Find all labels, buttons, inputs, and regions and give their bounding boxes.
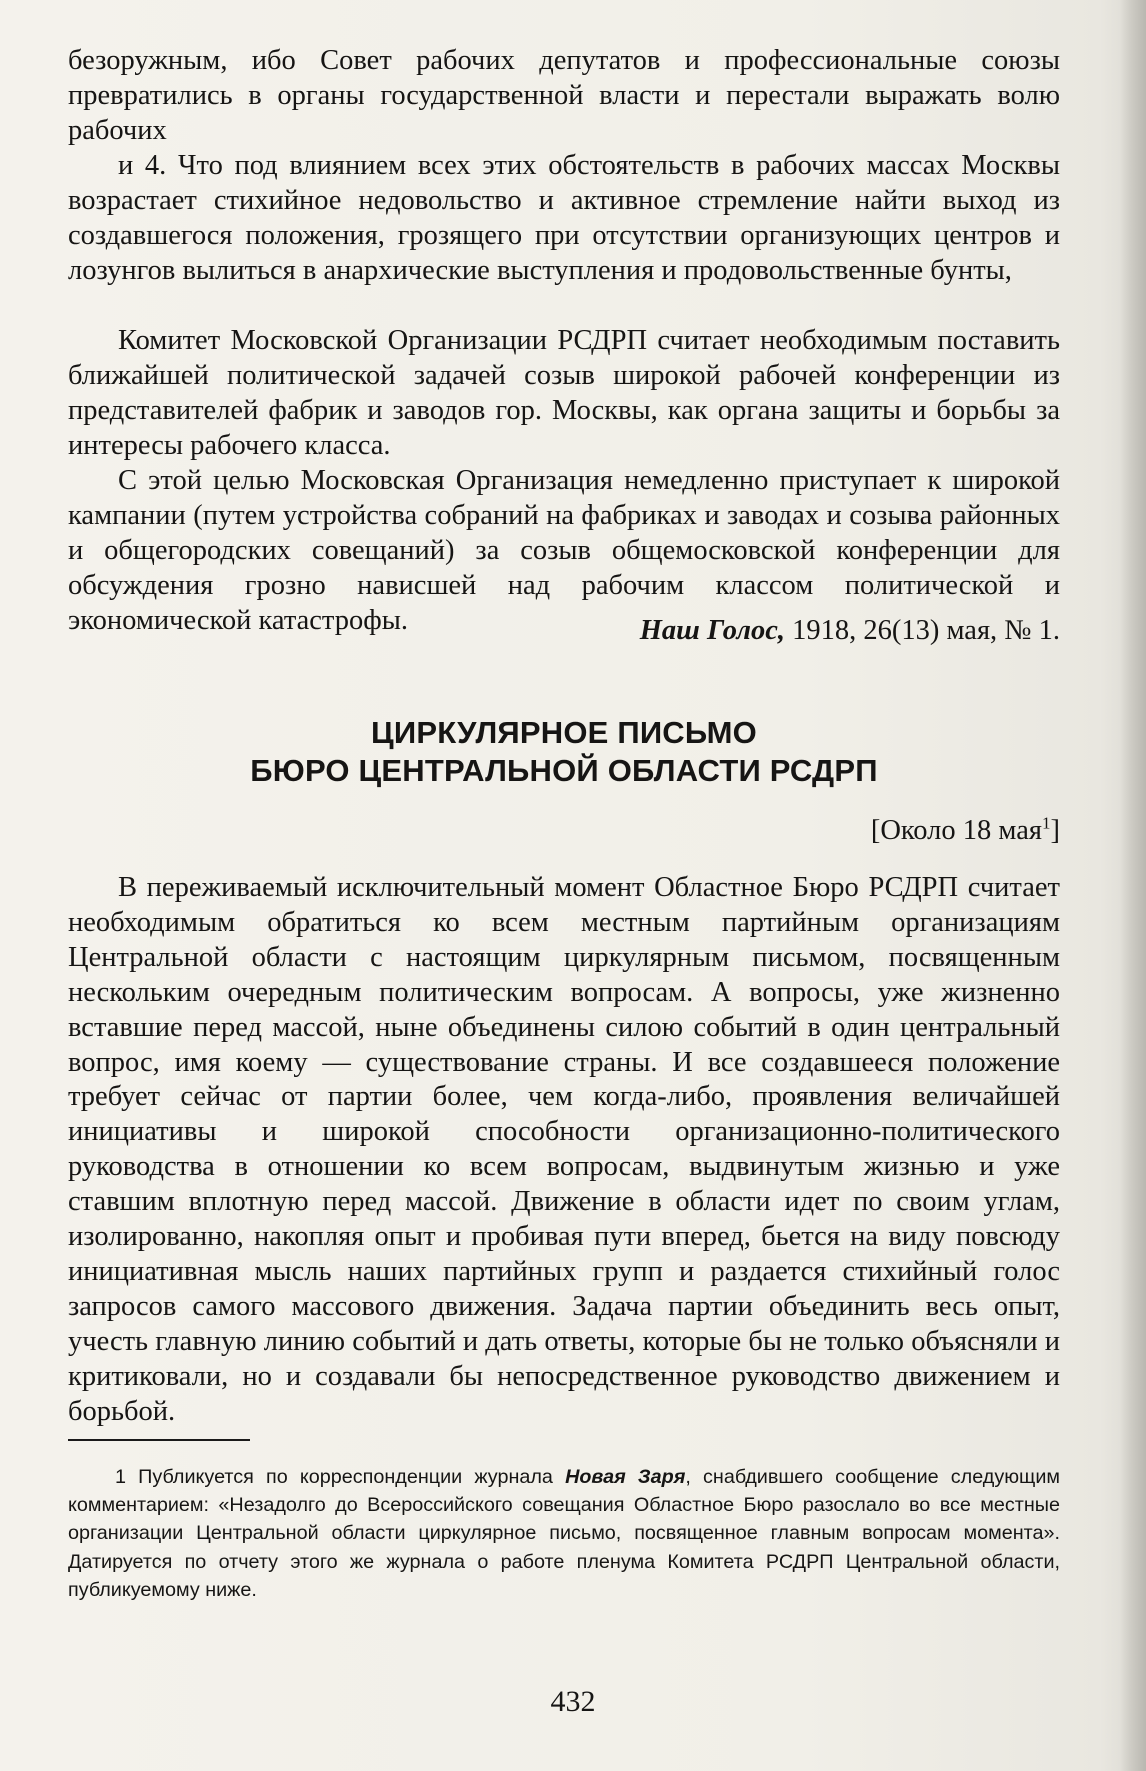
footnote-reference: 1	[1042, 813, 1051, 833]
footnote-mark: 1	[115, 1466, 127, 1488]
section-heading-line-1: ЦИРКУЛЯРНОЕ ПИСЬМО	[371, 715, 757, 750]
page-edge-shadow	[1120, 0, 1146, 1771]
continuation-paragraph-3: Комитет Московской Организации РСДРП считает необходимым поставить ближайшей политической задачей созыв широкой рабочей конференции из представителей фабрик и заводов гор. Москвы, как органа защиты и борьбы за интересы рабочего класса.	[68, 325, 1060, 461]
continuation-paragraph-1: безоружным, ибо Совет рабочих депутатов и профессиональные союзы превратились в органы государственной власти и перестали выражать волю рабочих	[68, 45, 1060, 146]
dateline-close: ]	[1050, 815, 1060, 846]
footnote-divider	[68, 1439, 250, 1441]
footnote-text-after: , снабдившего сообщение следующим комментарием: «Незадолго до Всероссийского совещания Областное Бюро разослало во все местные организации Центральной области циркулярное письмо, посвященное главным вопросам момента». Датируется по отчету этого же журнала о работе пленума Комитета РСДРП Центральной области, публикуемому ниже.	[68, 1466, 1060, 1601]
source-details: 1918, 26(13) мая, № 1.	[784, 615, 1060, 646]
dateline	[68, 813, 1060, 849]
source-journal: Наш Голос,	[639, 615, 785, 646]
section-heading-line-2: БЮРО ЦЕНТРАЛЬНОЙ ОБЛАСТИ РСДРП	[250, 753, 878, 788]
footnote-journal: Новая Заря	[565, 1466, 686, 1488]
footnote	[68, 1463, 1060, 1604]
dateline-text: [Около 18 мая	[870, 815, 1042, 846]
continuation-paragraph-4: С этой целью Московская Организация немедленно приступает к широкой кампании (путем устройства собраний на фабриках и заводах и созыва районных и общегородских совещаний) за созыв общемосковской конференции для обсуждения грозно нависшей над рабочим классом политической и экономической катастрофы.	[68, 465, 1060, 636]
letter-body-paragraph: В переживаемый исключительный момент Областное Бюро РСДРП считает необходимым обратиться ко всем местным партийным организациям Центральной области с настоящим циркулярным письмом, посвященным нескольким очередным политическим вопросам. А вопросы, уже жизненно вставшие перед массой, ныне объединены силою событий в один центральный вопрос, имя коему — существование страны. И все создавшееся положение требует сейчас от партии более, чем когда-либо, проявления величайшей инициативы и широкой способности организационно-политического руководства в отношении ко всем вопросам, выдвинутым жизнью и уже ставшим вплотную перед массой. Движение в области идет по своим углам, изолированно, накопляя опыт и пробивая пути вперед, бьется на виду повсюду инициативная мысль наших партийных групп и раздается стихийный голос запросов самого массового движения. Задача партии объединить весь опыт, учесть главную линию событий и дать ответы, которые бы не только объясняли и критиковали, но и создавали бы непосредственное руководство движением и борьбой.	[68, 872, 1060, 1427]
page-number: 432	[550, 1685, 596, 1718]
continuation-paragraph-2: и 4. Что под влиянием всех этих обстоятельств в рабочих массах Москвы возрастает стихийное недовольство и активное стремление найти выход из создавшегося положения, грозящего при отсутствии организующих центров и лозунгов вылиться в анархические выступления и продовольственные бунты,	[68, 150, 1060, 286]
source-citation	[68, 613, 1060, 649]
footnote-text-before: Публикуется по корреспонденции журнала	[126, 1466, 566, 1488]
